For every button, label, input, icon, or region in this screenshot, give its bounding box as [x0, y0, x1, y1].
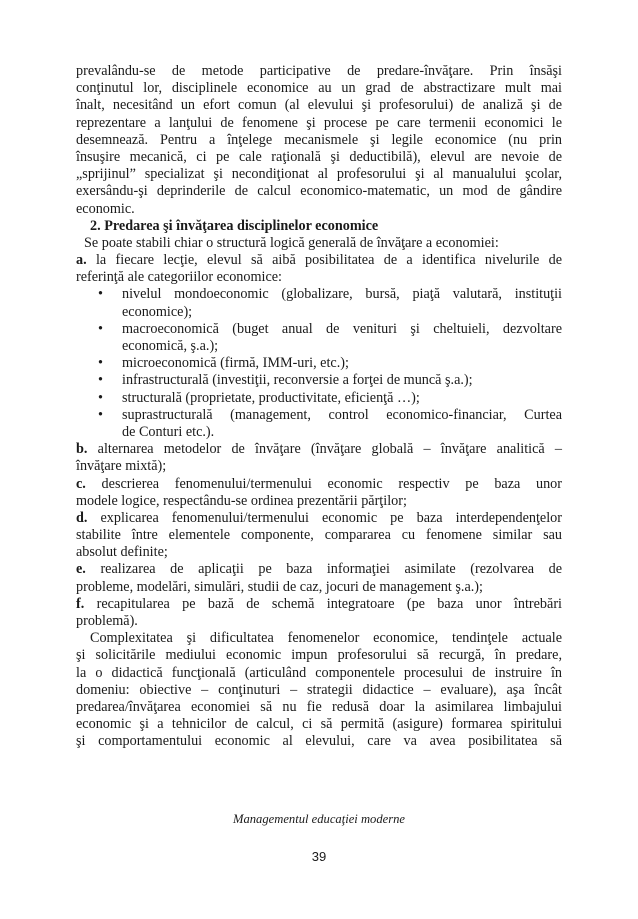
text-line: Complexitatea şi dificultatea fenomenelor economice, tendinţele actuale — [90, 630, 562, 647]
text-line: • nivelul mondoeconomic (globalizare, bursă, piaţă valutară, instituţii — [98, 286, 562, 303]
bullet-item — [76, 286, 562, 320]
list-item-c — [76, 476, 562, 510]
text-line: predarea/învăţarea economiei să nu fie redusă doar la asimilarea limbajului — [76, 698, 562, 715]
text-line: învăţare mixtă); — [76, 458, 167, 475]
text-line: reprezentare a lanţului de fenomene şi procese pe care termenii economici le — [76, 114, 562, 131]
text-line: la o didactică funcţională (articulând componentele procesului de instruire în — [76, 664, 562, 681]
bullet-icon: • — [98, 286, 103, 303]
text-line: de Conturi etc.). — [122, 423, 215, 440]
text-line: înalt, necesitând un efort comun (al elevului şi profesorului) de analiză şi de — [76, 97, 562, 114]
text-line: conţinutul lor, disciplinele economice au un grad de abstractizare mult mai — [76, 80, 562, 97]
text-line: exersându-şi deprinderile de calcul economico-matematic, un mod de gândire — [76, 183, 562, 200]
text-line: d. explicarea fenomenului/termenului economic pe baza interdependenţelor — [76, 509, 562, 526]
bullet-item — [76, 372, 562, 389]
text-line: e. realizarea de aplicaţii pe baza informaţiei asimilate (rezolvarea de — [76, 561, 562, 578]
list-item-f — [76, 596, 562, 630]
item-letter: f. — [76, 595, 85, 612]
text-line: însuşire mecanică, ci pe cale raţională şi deductibilă), elevul are nevoie de — [76, 148, 562, 165]
text-line: referinţă ale categoriilor economice: — [76, 269, 282, 286]
bullet-list — [76, 286, 562, 441]
list-item-d — [76, 510, 562, 562]
item-letter: d. — [76, 509, 88, 526]
text-line: • macroeconomică (buget anual de venituri şi cheltuieli, dezvoltare — [98, 320, 562, 337]
text-line: modele logice, respectându-se ordinea prezentării părţilor; — [76, 492, 407, 509]
text-line: economice); — [122, 303, 193, 320]
bullet-item — [76, 321, 562, 355]
item-text: la fiecare lecţie, elevul să aibă posibilitatea de a identifica nivelurile de — [95, 252, 563, 269]
text-line: desemnează. Pentru a înţelege mecanismele şi legile economice (nu prin — [76, 131, 562, 148]
bullet-icon: • — [98, 320, 103, 337]
bullet-icon: • — [98, 372, 103, 389]
page-number: 39 — [311, 849, 327, 864]
text-line: domeniu: obiective – conţinuturi – strategii didactice – evaluare), aşa încât — [76, 681, 562, 698]
text-line: • suprastructurală (management, control economico-financiar, Curtea — [98, 406, 562, 423]
text-line: b. alternarea metodelor de învăţare (învăţare globală – învăţare analitică – — [76, 441, 563, 458]
intro-paragraph — [76, 63, 562, 218]
list-item-b — [76, 441, 562, 475]
item-letter: a. — [76, 252, 87, 269]
text-line: economică, ş.a.); — [122, 338, 219, 354]
text-line: problemă). — [76, 613, 138, 629]
text-line: c. descrierea fenomenului/termenului economic respectiv pe baza unor — [76, 475, 562, 492]
text-line: economic şi a tehnicilor de calcul, ci să permită (asigure) formarea spiritului — [76, 716, 562, 733]
list-item-e — [76, 561, 562, 595]
bullet-item — [76, 390, 562, 407]
text-line — [76, 252, 562, 269]
item-letter: b. — [76, 441, 88, 458]
text-line: economic. — [76, 200, 135, 217]
text-line: probleme, modelări, simulări, studii de caz, jocuri de management ş.a.); — [76, 578, 483, 595]
text-line: „sprijinul” specializat şi necondiţionat al profesorului şi al manualului şcolar, — [76, 166, 562, 183]
closing-paragraph — [76, 630, 562, 750]
text-line: • infrastructurală (investiţii, reconversie a forţei de muncă ş.a.); — [98, 372, 473, 389]
page-body — [76, 63, 562, 751]
text-line: • structurală (proprietate, productivitate, eficienţă …); — [98, 389, 420, 406]
bullet-item — [76, 407, 562, 441]
text-line: stabilite între elementele componente, compararea cu fenomene similar sau — [76, 527, 562, 544]
text-line: şi solicitările mediului economic impun profesorului să recurgă, în predare, — [76, 647, 562, 664]
bullet-icon: • — [98, 389, 103, 406]
item-letter: c. — [76, 475, 86, 492]
bullet-icon: • — [98, 406, 103, 423]
lead-sentence: Se poate stabili chiar o structură logică generală de învăţare a economiei: — [84, 234, 499, 251]
text-line: f. recapitularea pe bază de schemă integratoare (pe baza unor întrebări — [76, 595, 562, 612]
text-line: şi comportamentului economic al elevului, care va avea posibilitatea să — [76, 733, 562, 750]
text-line: prevalându-se de metode participative de predare-învăţare. Prin însăşi — [76, 63, 562, 79]
bullet-icon: • — [98, 355, 103, 372]
bullet-item — [76, 355, 562, 372]
text-line: • microeconomică (firmă, IMM-uri, etc.); — [98, 355, 349, 372]
running-footer: Managementul educaţiei moderne — [232, 812, 406, 826]
section-heading-text: 2. Predarea şi învăţarea disciplinelor economice — [90, 217, 379, 234]
text-line: absolut definite; — [76, 544, 168, 561]
list-item-a — [76, 252, 562, 286]
item-letter: e. — [76, 561, 86, 578]
section-heading — [76, 218, 562, 235]
